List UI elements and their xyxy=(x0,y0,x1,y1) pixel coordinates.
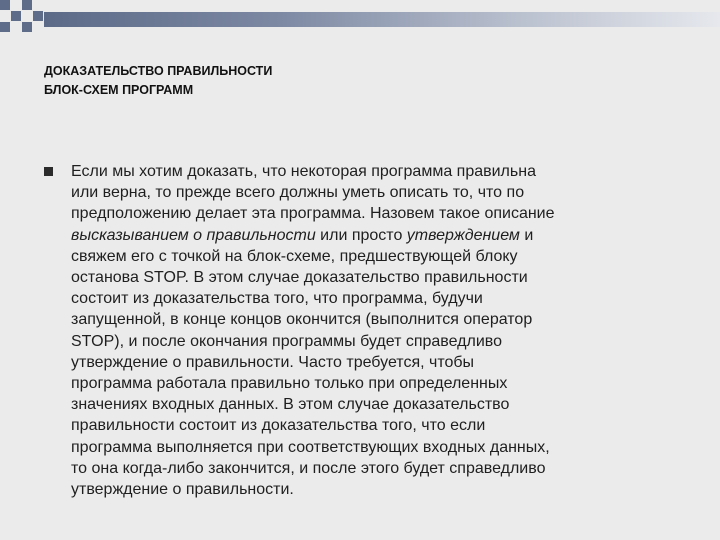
paragraph-line: утверждение о правильности. Часто требуется, чтобы xyxy=(71,353,475,371)
page-title xyxy=(44,62,644,100)
paragraph-fragment: и xyxy=(519,226,534,244)
decor-square xyxy=(0,0,10,10)
square-bullet-icon xyxy=(44,167,53,176)
paragraph-line: состоит из доказательства того, что программа, будучи xyxy=(71,290,483,308)
italic-term: высказыванием о правильности xyxy=(71,226,316,244)
decor-square xyxy=(11,11,21,21)
paragraph-line: значениях входных данных. В этом случае доказательство xyxy=(71,396,510,414)
paragraph-line: утверждение о правильности. xyxy=(71,481,294,499)
paragraph-line: правильности состоит из доказательства того, что если xyxy=(71,417,486,435)
paragraph-line: программа выполняется при соответствующих входных данных, xyxy=(71,438,550,456)
paragraph-line: то она когда-либо закончится, и после этого будет справедливо xyxy=(71,459,546,477)
paragraph-line: предположению делает эта программа. Назовем такое описание xyxy=(71,205,555,223)
title-line-1: ДОКАЗАТЕЛЬСТВО ПРАВИЛЬНОСТИ xyxy=(44,64,273,78)
paragraph-line: запущенной, в конце концов окончится (выполнится оператор xyxy=(71,311,533,329)
paragraph-line: STOP), и после окончания программы будет справедливо xyxy=(71,332,502,350)
italic-term: утверждением xyxy=(406,226,520,244)
header-gradient-bar xyxy=(44,12,720,27)
paragraph-line xyxy=(71,225,691,246)
paragraph-line: программа работала правильно только при определенных xyxy=(71,375,508,393)
paragraph-line: или верна, то прежде всего должны уметь описать то, что по xyxy=(71,184,525,202)
paragraph-fragment: или просто xyxy=(315,226,407,244)
paragraph-line: останова STOP. В этом случае доказательство правильности xyxy=(71,269,528,287)
paragraph-line: свяжем его с точкой на блок-схеме, предшествующей блоку xyxy=(71,247,518,265)
decor-square xyxy=(22,22,32,32)
decor-square xyxy=(33,11,43,21)
decor-square xyxy=(22,0,32,10)
paragraph xyxy=(71,161,691,500)
paragraph-line: Если мы хотим доказать, что некоторая программа правильна xyxy=(71,163,536,180)
header-decoration xyxy=(0,0,720,40)
title-line-2: БЛОК-СХЕМ ПРОГРАММ xyxy=(44,83,194,97)
decor-square xyxy=(0,22,10,32)
